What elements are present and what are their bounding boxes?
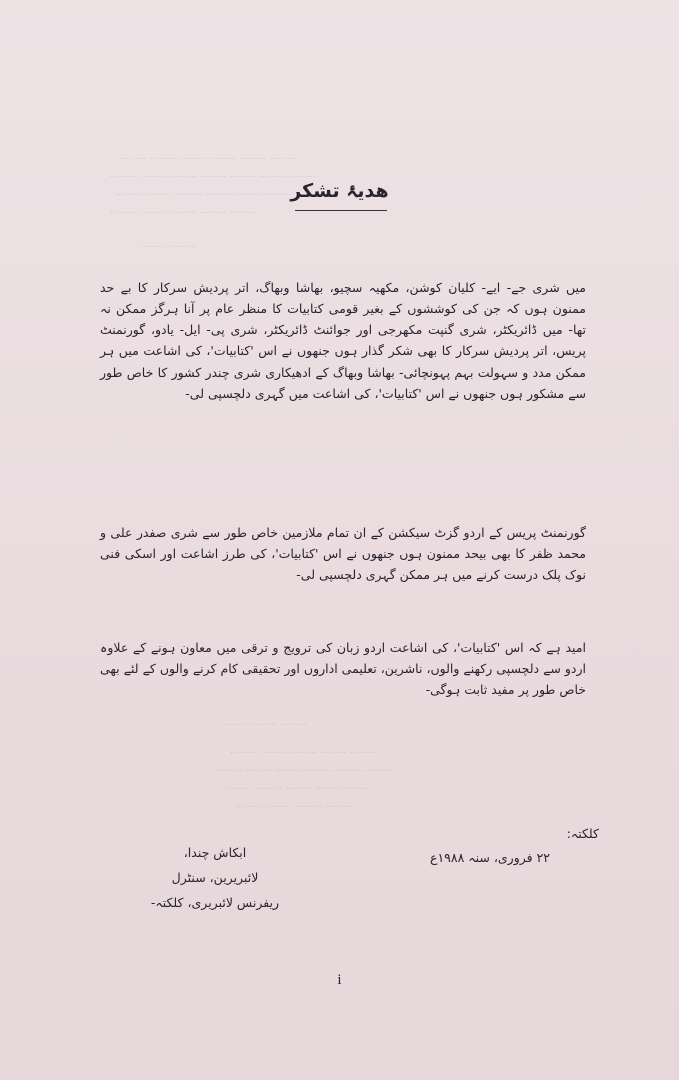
bleed-through-text: ‏……… ……… ……… xyxy=(220,718,307,728)
signature-library: ریفرنس لائبریری، کلکتہ- xyxy=(150,895,280,910)
page-title: هدیۂ تشکر xyxy=(290,180,389,202)
paragraph-3: امید ہے کہ اس 'کتابیات'، کی اشاعت اردو زبان کی ترویج و ترقی میں معاون ہونے کے علاوہ اردو سے دلچسپی رکھنے والوں، ناشرین، تعلیمی اداروں اور تحقیقی کام کرنے والوں کے لئے بھی خاص طور پر مفید ثابت ہوگی- xyxy=(100,639,586,698)
date-line: ۲۲ فروری، سنہ ۱۹۸۸ع xyxy=(430,850,551,865)
paragraph-2: گورنمنٹ پریس کے اردو گزٹ سیکشن کے ان تمام ملازمین خاص طور سے شری صفدر علی و محمد ظفر کا بھی بیحد ممنون ہوں جنھوں نے اس 'کتابیات'، کی طرز اشاعت اور اسکی فنی نوک پلک درست کرنے میں ہر ممکن گہری دلچسپی لی- xyxy=(100,524,586,583)
bleed-through-text: ‏……… ……… ……… ……… ……… ……… xyxy=(215,764,392,774)
bleed-through-text: ‏……… ……… ……… ……… xyxy=(235,800,352,810)
page-number: i xyxy=(337,972,342,988)
paragraph-1: میں شری جے- ایے- کلیان کوشن، مکھیہ سچیو، بھاشا وبھاگ، اتر پردیش سرکار کا بے حد ممنون ہوں کہ جن کی کوششوں کے بغیر قومی کتابیات کا منظر عام پر آنا ہرگز ممکن نہ تھا- میں ڈائریکٹر، شری گنپت مکھرجی اور جوائنٹ ڈائریکٹر، شری پی- ایل- یادو، گورنمنٹ پریس، اتر پردیش سرکار کا بھی شکر گذار ہوں جنھوں نے اس 'کتابیات'، کی اشاعت میں ہر ممکن مدد و سہولت بہم پہونچائی- بھاشا وبھاگ کے ادھیکاری شری چندر کشور کا خاص طور سے مشکور ہوں جنھوں نے اس 'کتابیات'، کی اشاعت میں گہری دلچسپی لی- xyxy=(100,279,586,401)
bleed-through-text: ‏……… ……… ……… ……… ……… ……… xyxy=(115,188,292,198)
bleed-through-text: ‏……… ……… xyxy=(140,240,197,250)
bleed-through-text: ‏……… ……… ……… ……… ……… xyxy=(110,206,257,216)
signature-name: ابکاش چندا، xyxy=(183,845,247,860)
bleed-through-text: ‏……… ……… ……… ……… ……… xyxy=(230,746,377,756)
bleed-through-text: ‏……… ……… ……… ……… ……… ……… ……… xyxy=(110,170,317,180)
title-underline xyxy=(295,210,387,211)
bleed-through-text: ‏……… ……… ……… ……… ……… xyxy=(225,782,372,792)
place-label: کلکتہ: xyxy=(566,826,599,841)
signature-role: لائبریرین، سنٹرل xyxy=(171,870,259,885)
bleed-through-text: ‏……… ……… ……… ……… ……… ……… xyxy=(120,152,297,162)
